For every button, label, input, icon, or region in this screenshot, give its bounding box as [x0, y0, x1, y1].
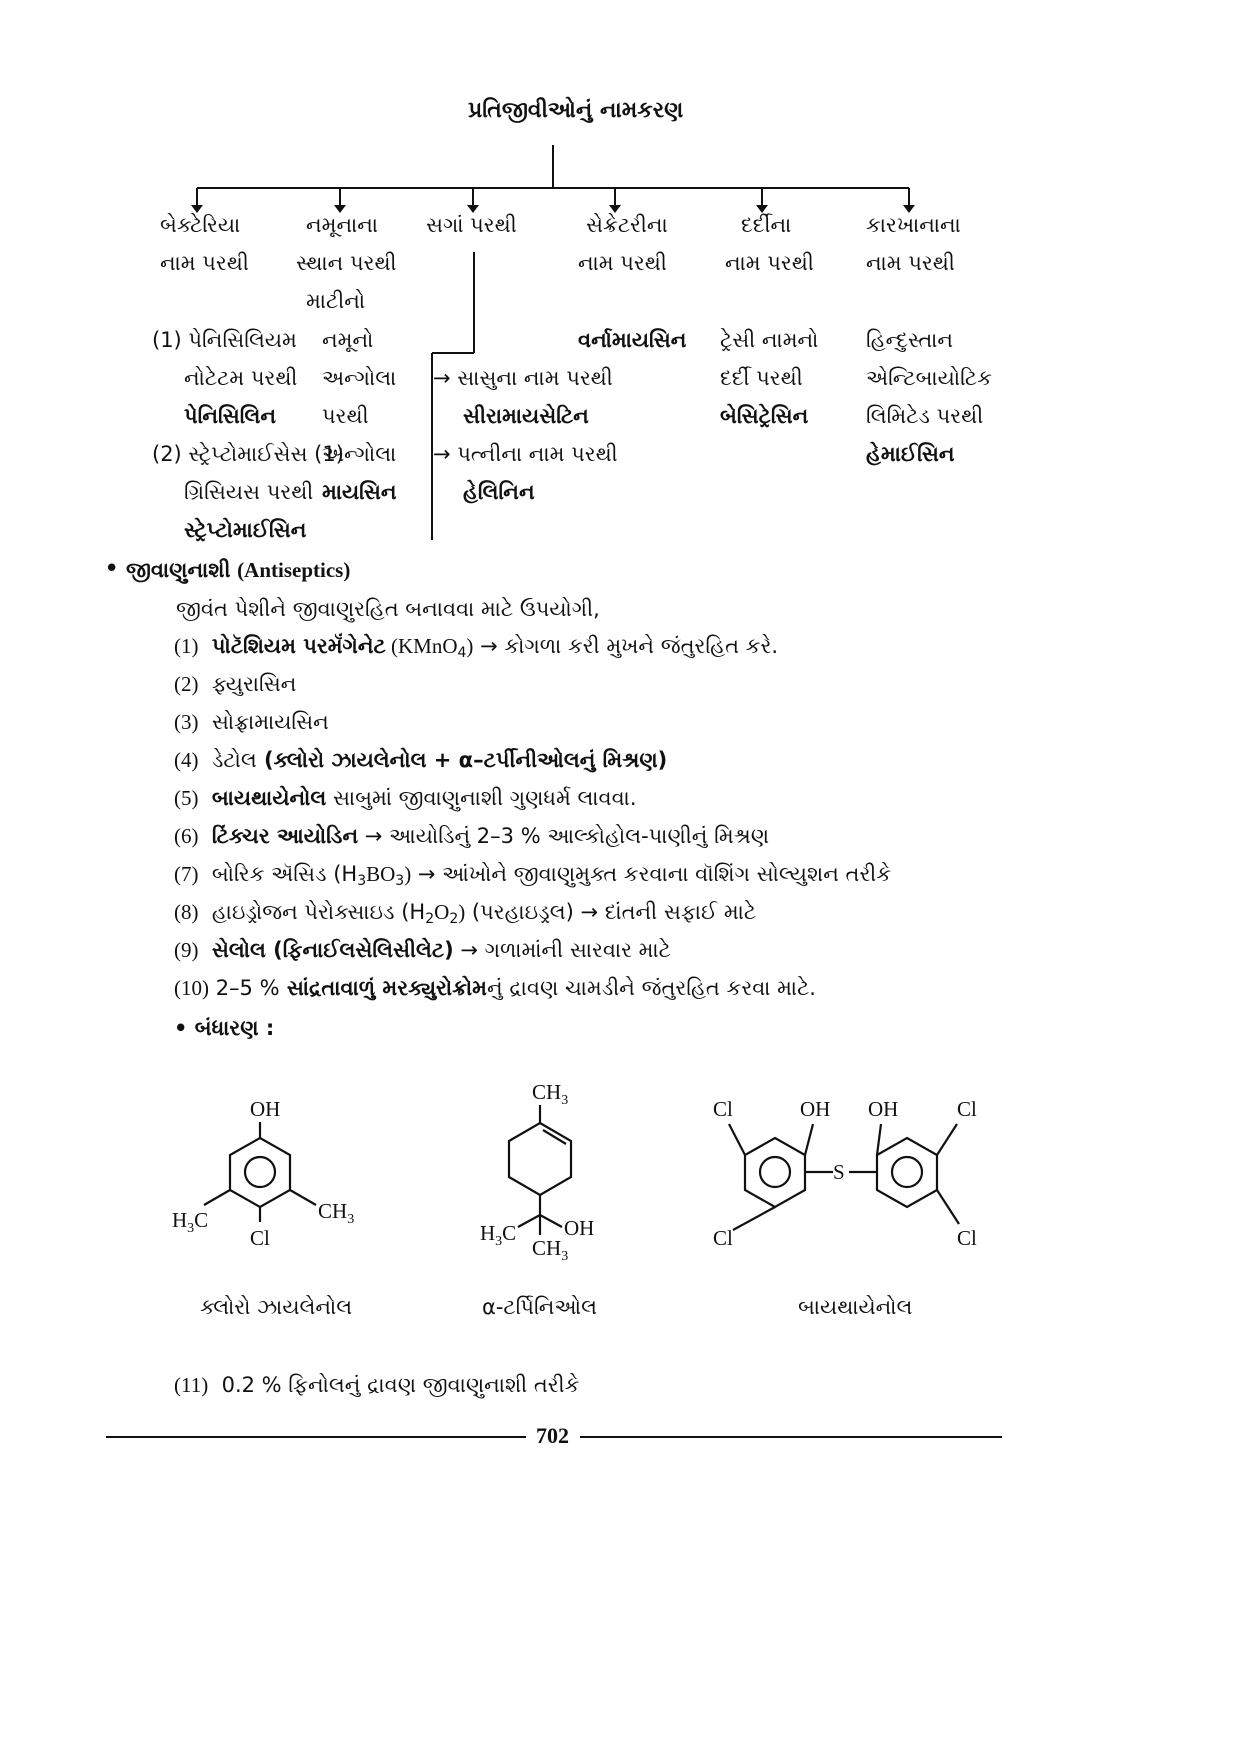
list-item: [174, 785, 891, 823]
terpineol-name: α-ટર્પિનિઓલ: [482, 1295, 597, 1319]
bacteria-line: સ્ટ્રેપ્ટોમાઈસિન: [184, 518, 307, 542]
item-bold: સાંદ્રતાવાળું મરક્યુરોક્રોમ: [279, 976, 488, 1000]
chloroxylenol-cl: Cl: [250, 1226, 270, 1250]
relatives-line: → પત્નીના નામ પરથી: [433, 442, 618, 466]
list-item: [174, 633, 891, 671]
list-item: [174, 861, 891, 899]
item-formula: (KMnO: [385, 634, 458, 658]
item-subscript: 3: [395, 873, 405, 889]
bithionol-s: S: [833, 1160, 845, 1184]
item-text: → કોગળા કરી મુખને જંતુરહિત કરે.: [473, 634, 779, 658]
bithionol-oh: OH: [800, 1097, 831, 1121]
item-text: → આંખોને જીવાણુમુક્ત કરવાના વૉશિંગ સોલ્યુશન તરીકે: [411, 862, 892, 886]
item-bold: સેલોલ (ફિનાઈલસેલિસીલેટ): [211, 938, 454, 962]
item-bold: (ક્લોરો ઝાયલેનોલ + α–ટર્પીનીઓલનું મિશ્રણ): [256, 748, 668, 772]
list-item: [174, 899, 891, 937]
terpineol-ch3-top: $CH_3$: [532, 1080, 569, 1108]
item-subscript: 3: [357, 873, 367, 889]
footer-rule-left: [106, 1436, 526, 1438]
branch-factory-line-1: કારખાનાના: [866, 213, 961, 237]
item-formula: ): [404, 862, 412, 886]
chloroxylenol-oh: OH: [250, 1097, 281, 1121]
item-text: સોફ્રામાયસિન: [211, 710, 329, 734]
patient-line: બેસિટ્રેસિન: [720, 404, 809, 428]
bacteria-line: પેનિસિલિન: [184, 404, 277, 428]
factory-line: હેમાઈસિન: [866, 442, 955, 466]
bithionol-oh: OH: [868, 1097, 899, 1121]
antiseptics-heading-en: (Antiseptics): [237, 558, 351, 582]
bithionol-name: બાયથાયેનોલ: [798, 1295, 913, 1319]
footer-rule-right: [580, 1436, 1002, 1438]
place-line: પરથી: [322, 404, 369, 428]
terpineol-structure: [470, 1075, 650, 1275]
chloroxylenol-structure: [160, 1092, 380, 1262]
list-item: [174, 747, 891, 785]
item-subscript: 2: [449, 911, 459, 927]
bacteria-details: [152, 327, 344, 555]
place-line: માયસિન: [322, 480, 397, 504]
item-bold: પોટૅશિયમ પરમૅંગેનેટ: [211, 634, 386, 658]
item-number: (9): [174, 938, 199, 962]
factory-line: હિન્દુસ્તાન: [866, 328, 954, 352]
item-number: (4): [174, 748, 199, 772]
chloroxylenol-name: ક્લોરો ઝાયલેનોલ: [200, 1295, 353, 1319]
item-text: સાબુમાં જીવાણુનાશી ગુણધર્મ લાવવા.: [326, 786, 637, 810]
item-text: ફ્યુરાસિન: [211, 672, 297, 696]
place-line: અન્ગોલા: [322, 442, 397, 466]
list-item: [174, 975, 891, 1013]
factory-details: [866, 327, 992, 479]
item-formula: ): [458, 900, 466, 924]
place-details: [322, 327, 397, 517]
bithionol-structure: [705, 1092, 1005, 1262]
branch-patient-line-1: દર્દીના: [741, 213, 792, 237]
relatives-details: [433, 365, 618, 517]
item-text: → ગળામાંની સારવાર માટે: [453, 938, 671, 962]
item-formula: ): [466, 634, 474, 658]
branch-place-line-3: માટીનો: [306, 289, 366, 313]
branch-factory-line-2: નામ પરથી: [866, 251, 955, 275]
item-subscript: 2: [425, 911, 435, 927]
terpineol-h3c: $H_3C$: [480, 1221, 517, 1249]
item-text: ડેટોલ: [211, 748, 257, 772]
item-number: (7): [174, 862, 199, 886]
relatives-line: હેલિનિન: [463, 480, 535, 504]
item-text: → આયોડિનું 2–3 % આલ્કોહોલ-પાણીનું મિશ્રણ: [358, 824, 770, 848]
item-formula: હાઇડ્રોજન પેરોક્સાઇડ (H: [211, 900, 426, 924]
item-formula: BO: [366, 862, 396, 886]
bithionol-cl: Cl: [957, 1097, 977, 1121]
item-number: (2): [174, 672, 199, 696]
item-bold: બાયથાયેનોલ: [211, 786, 327, 810]
item-subscript: 4: [457, 645, 467, 661]
relatives-line: સીરામાયસેટિન: [463, 404, 589, 428]
branch-place-line-1: નમૂનાના: [306, 213, 379, 237]
chloroxylenol-ch3: $CH_3$: [318, 1199, 355, 1227]
bullet-icon: •: [104, 554, 120, 584]
bithionol-cl: Cl: [713, 1097, 733, 1121]
item-number: (3): [174, 710, 199, 734]
antiseptics-heading: [104, 556, 350, 583]
branch-place-line-2: સ્થાન પરથી: [296, 251, 397, 275]
list-item: [174, 709, 891, 747]
bacteria-line: નોટેટમ પરથી: [184, 366, 298, 390]
branch-patient: [725, 212, 814, 288]
item-bold: ટિંક્ચર આયોડિન: [211, 824, 359, 848]
terpineol-ch3: $CH_3$: [532, 1236, 569, 1264]
item-text: નું દ્રાવણ ચામડીને જંતુરહિત કરવા માટે.: [487, 976, 816, 1000]
tree-title: પ્રતિજીવીઓનું નામકરણ: [468, 98, 684, 123]
item-text: 2–5 %: [215, 976, 280, 1000]
branch-secretary: [578, 212, 668, 288]
branch-place: [296, 212, 397, 326]
item-number: (10): [174, 976, 209, 1000]
branch-factory: [866, 212, 961, 288]
secretary-drug: વર્નામાયસિન: [578, 328, 687, 352]
list-item: [174, 671, 891, 709]
item-formula: O: [434, 900, 450, 924]
place-line: અન્ગોલા: [322, 366, 397, 390]
branch-secretary-line-1: સેક્રેટરીના: [586, 213, 668, 237]
bacteria-line: ગ્રિસિયસ પરથી: [184, 480, 314, 504]
terpineol-oh: OH: [564, 1216, 595, 1240]
list-item: [174, 823, 891, 861]
structure-label: • બંધારણ :: [174, 1016, 275, 1040]
bacteria-line: (2) સ્ટ્રેપ્ટોમાઈસેસ (1): [152, 442, 344, 466]
antiseptics-intro: જીવંત પેશીને જીવાણુરહિત બનાવવા માટે ઉપયોગી,: [176, 597, 600, 621]
branch-relatives-line-1: સગાં પરથી: [426, 213, 517, 237]
bithionol-cl: Cl: [957, 1226, 977, 1250]
item-text: 0.2 % ફિનોલનું દ્રાવણ જીવાણુનાશી તરીકે: [221, 1373, 580, 1397]
item-number: (8): [174, 900, 199, 924]
item-number: (6): [174, 824, 199, 848]
branch-bacteria: [160, 212, 249, 288]
patient-line: ટ્રેસી નામનો: [720, 328, 819, 352]
antiseptics-list: [174, 633, 891, 1013]
page-number: 702: [536, 1423, 569, 1448]
bithionol-cl: Cl: [713, 1226, 733, 1250]
place-line: નમૂનો: [322, 328, 374, 352]
branch-secretary-line-2: નામ પરથી: [578, 251, 667, 275]
item-formula: બોરિક ઍસિડ (H: [211, 862, 358, 886]
item-number: (5): [174, 786, 199, 810]
relatives-line: → સાસુના નામ પરથી: [433, 366, 613, 390]
chloroxylenol-h3c: $H_3C$: [172, 1208, 209, 1236]
factory-line: એન્ટિબાયોટિક: [866, 366, 992, 390]
list-item-11: [174, 1372, 579, 1398]
patient-line: દર્દી પરથી: [720, 366, 803, 390]
item-text: (પરહાઇડ્રલ) → દાંતની સફાઈ માટે: [465, 900, 757, 924]
list-item: [174, 937, 891, 975]
item-number: (11): [174, 1373, 209, 1397]
antiseptics-heading-gu: જીવાણુનાશી: [126, 558, 231, 582]
factory-line: લિમિટેડ પરથી: [866, 404, 984, 428]
branch-relatives: [426, 212, 517, 238]
patient-details: [720, 327, 818, 441]
bacteria-line: (1) પેનિસિલિયમ: [152, 328, 297, 352]
item-number: (1): [174, 634, 199, 658]
branch-bacteria-line-2: નામ પરથી: [160, 251, 249, 275]
branch-bacteria-line-1: બેક્ટેરિયા: [160, 213, 241, 237]
branch-patient-line-2: નામ પરથી: [725, 251, 814, 275]
